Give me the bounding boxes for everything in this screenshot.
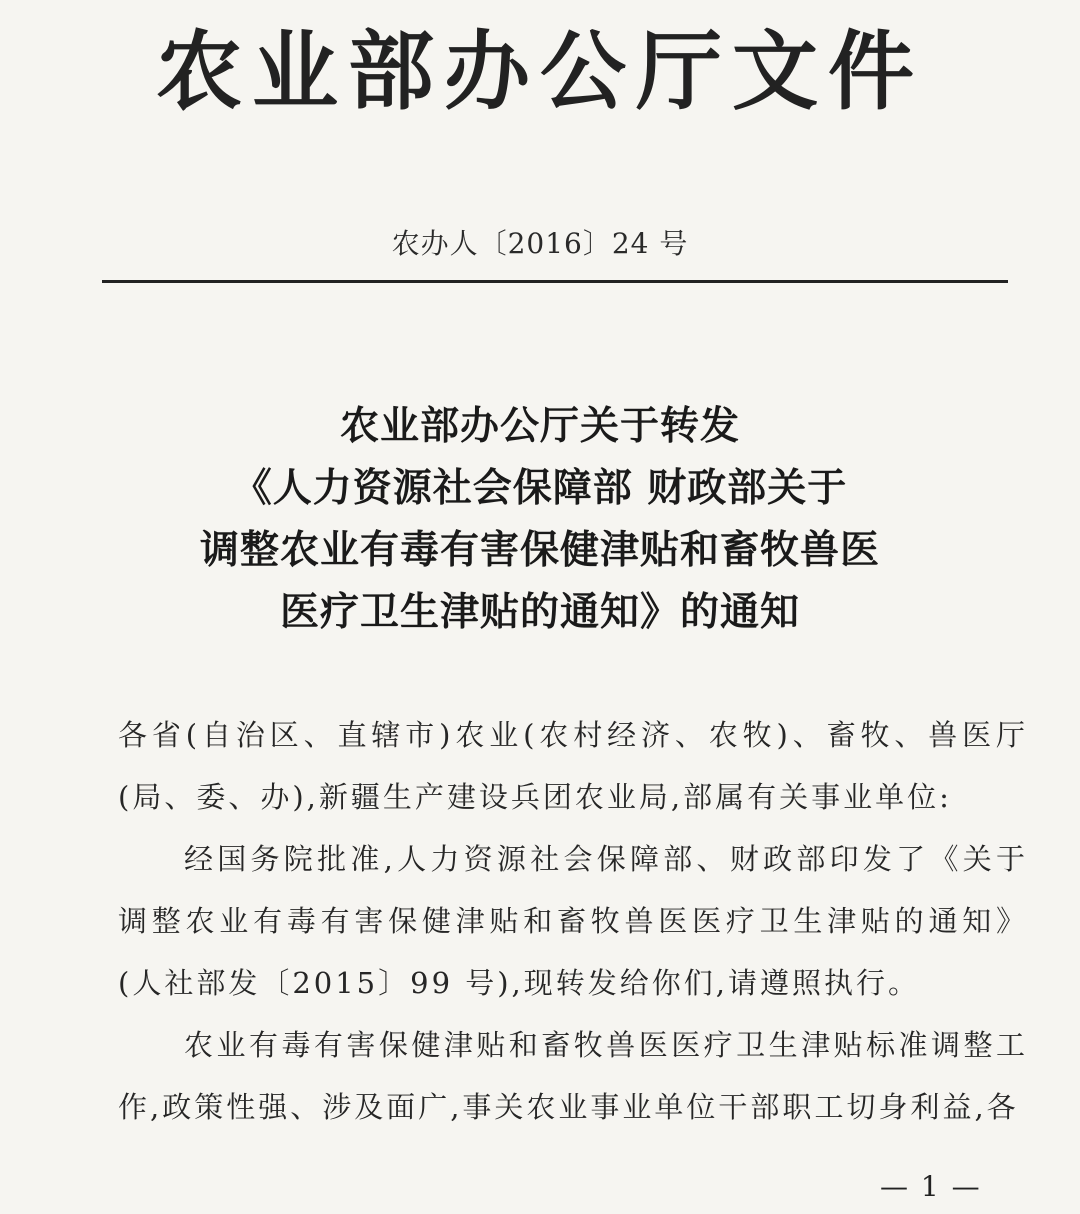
title-line: 农业部办公厅关于转发 [339, 404, 740, 449]
document-title [0, 396, 1080, 644]
masthead: 农业部办公厅文件 [156, 21, 924, 122]
page-number: — 1 — [880, 1170, 982, 1203]
red-divider-line [102, 280, 1008, 283]
body-paragraph: 经国务院批准,人力资源社会保障部、财政部印发了《关于调整农业有毒有害保健津贴和畜牧兽医医疗卫生津贴的通知》(人社部发〔2015〕99 号),现转发给你们,请遵照执行。 [118, 842, 1028, 1000]
title-line: 医疗卫生津贴的通知》的通知 [279, 590, 800, 635]
document-number: 农办人〔2016〕24 号 [391, 227, 689, 260]
title-line: 《人力资源社会保障部 财政部关于 [232, 466, 848, 511]
title-line: 调整农业有毒有害保健津贴和畜牧兽医 [199, 528, 880, 573]
body-paragraph: 农业有毒有害保健津贴和畜牧兽医医疗卫生津贴标准调整工作,政策性强、涉及面广,事关农业事业单位干部职工切身利益,各 [118, 1028, 1028, 1124]
addressee: 各省(自治区、直辖市)农业(农村经济、农牧)、畜牧、兽医厅(局、委、办),新疆生产建设兵团农业局,部属有关事业单位: [118, 718, 1028, 814]
document-body [118, 704, 1028, 1138]
